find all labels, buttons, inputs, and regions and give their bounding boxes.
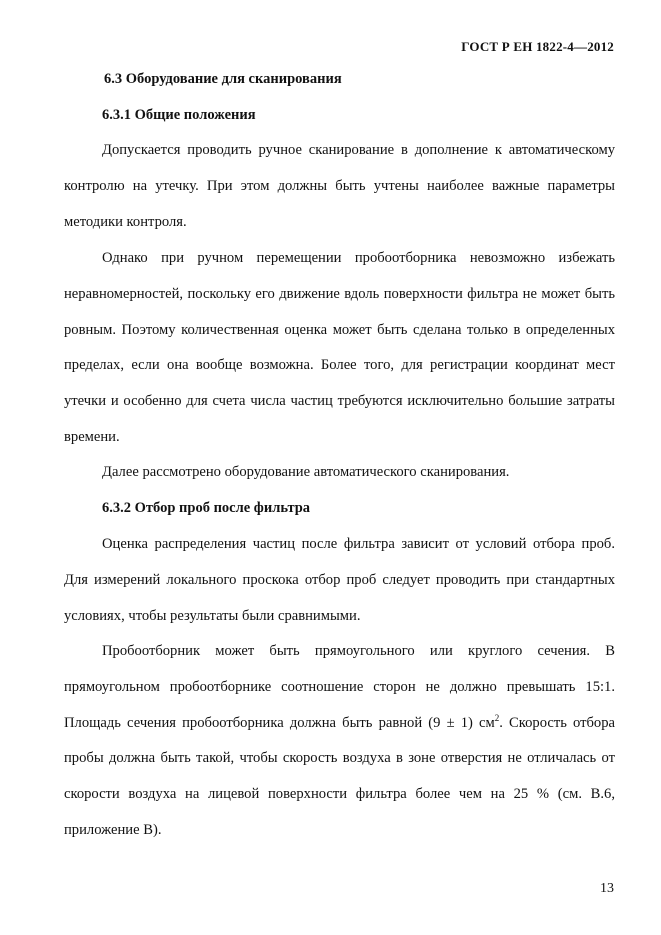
page-number: 13 (600, 881, 614, 896)
superscript: 2 (494, 712, 500, 723)
paragraph: Допускается проводить ручное сканирование в дополнение к автоматическому контролю на утечку. При этом должны быть учтены наиболее важные параметры методики контроля. (64, 142, 615, 230)
subsection-heading-6-3-1: 6.3.1 Общие положения (102, 107, 256, 123)
paragraph (64, 634, 615, 849)
subsection-heading-6-3-2: 6.3.2 Отбор проб после фильтра (102, 500, 311, 516)
paragraph-text: . Скорость отбора пробы должна быть такой, чтобы скорость воздуха в зоне отверстия не отличалась от скорости воздуха на лицевой поверхности фильтра более чем на 25 % (см. В.6, приложение В). (64, 714, 616, 838)
paragraph: Однако при ручном перемещении пробоотборника невозможно избежать неравномерностей, поскольку его движение вдоль поверхности фильтра не может быть ровным. Поэтому количественная оценка может быть сделана только в определенных пределах, если она вообще возможна. Более того, для регистрации координат мест утечки и особенно для счета числа частиц требуются исключительно большие затраты времени. (64, 250, 615, 445)
paragraph: Оценка распределения частиц после фильтра зависит от условий отбора проб. Для измерений локального проскока отбор проб следует проводить при стандартных условиях, чтобы результаты были сравнимыми. (64, 536, 615, 624)
paragraph-text: Пробоотборник может быть прямоугольного или круглого сечения. В прямоугольном пробоотборнике соотношение сторон не должно превышать 15:1. Площадь сечения пробоотборника должна быть равной (9 ± 1) см (64, 643, 615, 731)
section-heading: 6.3 Оборудование для сканирования (104, 71, 342, 87)
paragraph: Далее рассмотрено оборудование автоматического сканирования. (102, 464, 510, 480)
standard-designation: ГОСТ Р ЕН 1822-4—2012 (461, 39, 614, 54)
